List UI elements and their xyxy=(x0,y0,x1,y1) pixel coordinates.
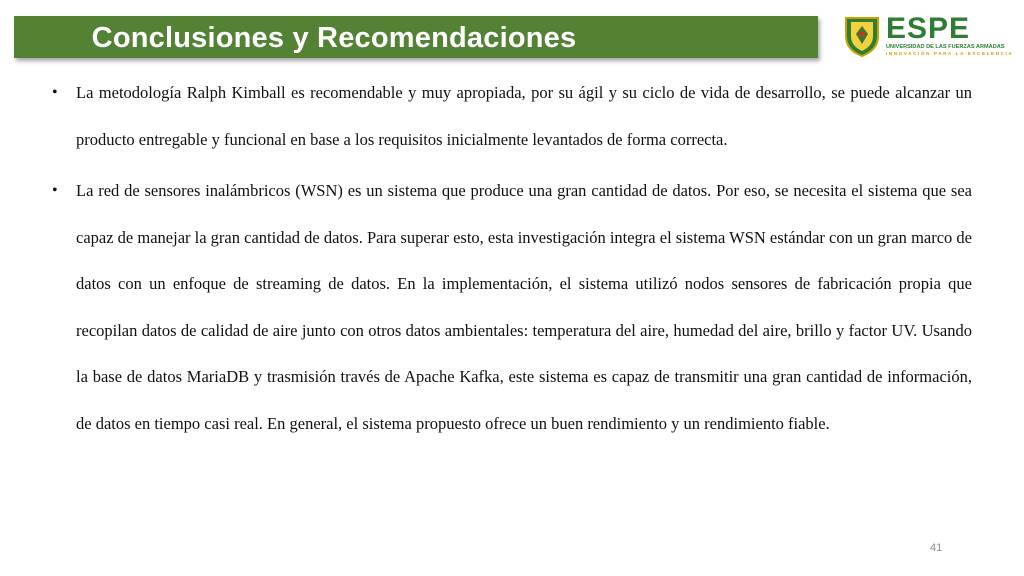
logo-tagline: INNOVACIÓN PARA LA EXCELENCIA xyxy=(886,51,1014,56)
bullet-item-1 xyxy=(52,70,972,163)
logo-wordmark: ESPE xyxy=(886,12,971,45)
bullet-marker: • xyxy=(52,182,58,199)
bullet-text: La red de sensores inalámbricos (WSN) es un sistema que produce una gran cantidad de datos. Por eso, se necesita el sistema que sea capaz de manejar la gran cantidad de datos. Para superar esto, esta investigación integra el sistema WSN estándar con un gran marco de datos con un enfoque de streaming de datos. En la implementación, el sistema utilizó nodos sensores de fabricación propia que recopilan datos de calidad de aire junto con otros datos ambientales: temperatura del aire, humedad del aire, brillo y factor UV. Usando la base de datos MariaDB y trasmisión través de Apache Kafka, este sistema es capaz de transmitir una gran cantidad de información, de datos en tiempo casi real. En general, el sistema propuesto ofrece un buen rendimiento y un rendimiento fiable. xyxy=(76,181,972,433)
slide-title: Conclusiones y Recomendaciones xyxy=(91,22,577,54)
logo-university-name: UNIVERSIDAD DE LAS FUERZAS ARMADAS xyxy=(886,44,1005,50)
title-bar xyxy=(14,16,818,58)
page-number: 41 xyxy=(930,542,943,554)
bullet-item-2 xyxy=(52,168,972,447)
crest-icon xyxy=(842,14,882,58)
bullet-text: La metodología Ralph Kimball es recomendable y muy apropiada, por su ágil y su ciclo de vida de desarrollo, se puede alcanzar un producto entregable y funcional en base a los requisitos inicialmente levantados de forma correcta. xyxy=(76,83,972,149)
bullet-list xyxy=(52,70,972,452)
espe-logo xyxy=(842,12,1014,58)
bullet-marker: • xyxy=(52,84,58,101)
